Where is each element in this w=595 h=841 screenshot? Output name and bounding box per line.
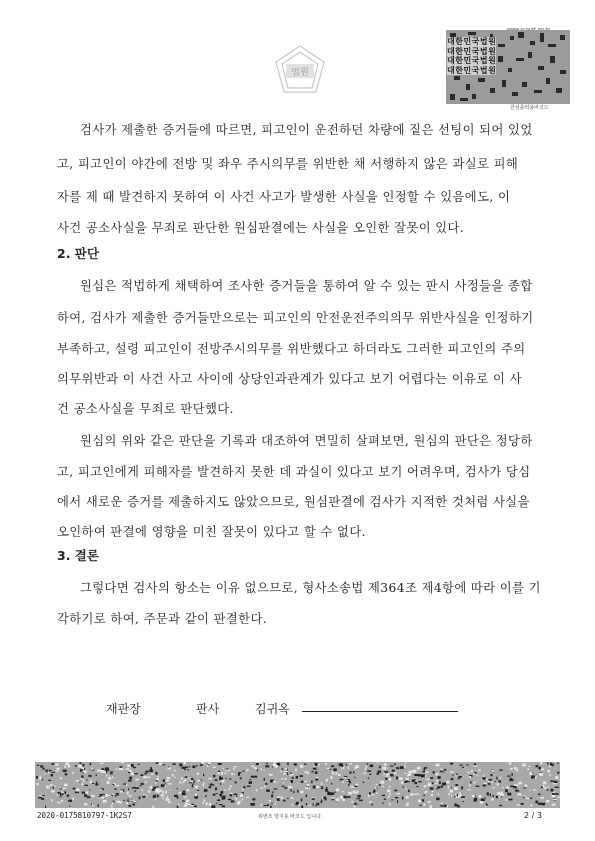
paragraph-line: 원심의 위와 같은 판단을 기록과 대조하여 면밀히 살펴보면, 원심의 판단은 정당하 [80,434,533,448]
paragraph-line: 사건 공소사실을 무죄로 판단한 원심판결에는 사실을 오인한 잘못이 있다. [57,221,465,235]
stamp-line: 대한민국법원 [447,46,497,56]
paragraph-line: 에서 새로운 증거를 제출하지도 않았으므로, 원심판결에 검사가 지적한 것처럼 사실을 [57,495,530,509]
emblem-label: 법원 [291,68,309,78]
paragraph-line: 의무위반과 이 사건 사고 사이에 상당인과관계가 있다고 보기 어렵다는 이유로 이 사 [57,372,522,386]
paragraph-line: 원심은 적법하게 채택하여 조사한 증거들을 통하여 알 수 있는 판시 사정들을 종합 [80,279,533,293]
paragraph-line: 자를 제 때 발견하지 못하여 이 사건 사고가 발생한 사실을 인정할 수 있음에도, 이 [57,190,511,204]
document-id: 2020-0175810797-1K2S7 [37,811,132,820]
signature-line [302,711,458,712]
paragraph-line: 하여, 검사가 제출한 증거들만으로는 피고인의 안전운전주의의무 위반사실을 인정하기 [57,311,534,325]
paragraph-line: 오인하여 판결에 영향을 미친 잘못이 있다고 할 수 없다. [57,525,366,539]
judge-name: 김귀옥 [255,702,290,716]
footer-barcode [35,762,560,808]
footer-note: 위변조 방지용 바코드 입니다. [258,814,323,820]
paragraph-line: 고, 피고인이 야간에 전방 및 좌우 주시의무를 위반한 채 서행하지 않은 과실로 피해 [57,157,519,171]
paragraph-line: 각하기로 하여, 주문과 같이 판결한다. [57,612,268,626]
stamp-line: 대한민국법원 [447,65,497,75]
paragraph-line: 고, 피고인에게 피해자를 발견하지 못한 데 과실이 있다고 보기 어려우며, 검사가 당심 [57,465,531,479]
paragraph-line: 건 공소사실을 무죄로 판단했다. [57,402,234,416]
presiding-judge-title: 재판장 [106,702,141,716]
section-heading: 3. 결론 [57,548,99,563]
paragraph-line: 부족하고, 설령 피고인이 전방주시의무를 위반했다고 하더라도 그러한 피고인의 주의 [57,342,526,356]
judge-title: 판사 [196,702,220,716]
paragraph-line: 그렇다면 검사의 항소는 이유 없으므로, 형사소송법 제364조 제4항에 따라 이를 기 [80,581,541,595]
paragraph-line: 검사가 제출한 증거들에 따르면, 피고인이 운전하던 차량에 짙은 선팅이 되어 있었 [80,123,533,137]
section-heading: 2. 판단 [57,246,99,261]
barcode-caption: 원심출력용바코드 [510,105,549,111]
page-number: 2 / 3 [524,811,542,820]
court-emblem-logo [272,44,328,96]
stamp-line: 대한민국법원 [447,37,497,46]
stamp-line: 대한민국법원 [447,56,497,65]
court-stamp-text [447,37,496,75]
